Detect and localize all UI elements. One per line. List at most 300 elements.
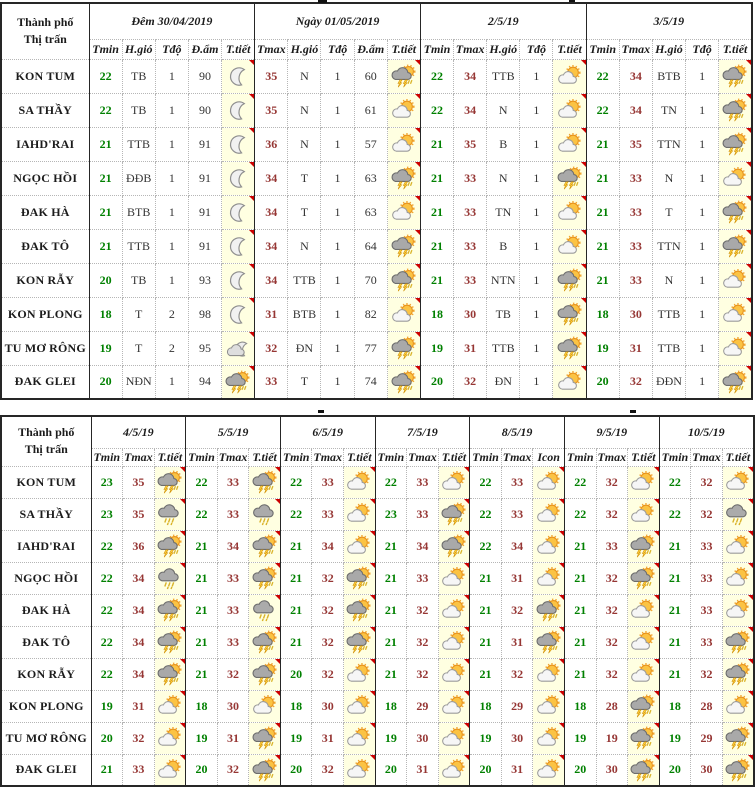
tmin-cell[interactable]: 19 (91, 690, 123, 722)
tmax-cell[interactable]: 32 (123, 722, 155, 754)
tmin-cell[interactable]: 22 (91, 562, 123, 594)
tmax-cell[interactable]: 36 (255, 127, 288, 161)
text-cell[interactable]: 70 (354, 263, 387, 297)
text-cell[interactable]: 1 (321, 59, 354, 93)
tmax-cell[interactable]: 33 (501, 466, 533, 498)
tmin-cell[interactable]: 20 (470, 754, 502, 786)
tmax-cell[interactable]: 34 (255, 263, 288, 297)
text-cell[interactable]: 1 (520, 195, 553, 229)
tmin-cell[interactable]: 21 (586, 195, 619, 229)
weather-icon-cell[interactable] (628, 690, 660, 722)
tmin-cell[interactable]: 23 (91, 466, 123, 498)
tmax-cell[interactable]: 33 (312, 466, 344, 498)
tmax-cell[interactable]: 30 (619, 297, 652, 331)
weather-icon-cell[interactable] (154, 466, 186, 498)
text-cell[interactable]: 1 (686, 161, 719, 195)
tmax-cell[interactable]: 32 (596, 498, 628, 530)
weather-icon-cell[interactable] (387, 127, 420, 161)
tmin-cell[interactable]: 21 (375, 658, 407, 690)
column-header[interactable]: T.tiết (628, 448, 660, 466)
text-cell[interactable]: TN (487, 195, 520, 229)
weather-icon-cell[interactable] (154, 626, 186, 658)
date-group-header[interactable]: 2/5/19 (420, 3, 586, 39)
text-cell[interactable]: B (487, 127, 520, 161)
column-header[interactable]: T.tiết (553, 39, 586, 59)
text-cell[interactable]: TTB (122, 127, 155, 161)
weather-icon-cell[interactable] (722, 498, 754, 530)
tmin-cell[interactable]: 21 (186, 626, 218, 658)
tmin-cell[interactable]: 21 (89, 127, 122, 161)
tmax-cell[interactable]: 35 (454, 127, 487, 161)
text-cell[interactable]: TTB (122, 229, 155, 263)
tmin-cell[interactable]: 21 (564, 658, 596, 690)
tmin-cell[interactable]: 20 (659, 754, 691, 786)
date-group-header[interactable]: 3/5/19 (586, 3, 752, 39)
text-cell[interactable]: 1 (520, 93, 553, 127)
weather-icon-cell[interactable] (719, 161, 752, 195)
weather-icon-cell[interactable] (222, 59, 255, 93)
weather-icon-cell[interactable] (222, 161, 255, 195)
row-label[interactable]: IAHD'RAI (1, 127, 89, 161)
tmin-cell[interactable]: 20 (280, 658, 312, 690)
tmax-cell[interactable]: 33 (691, 562, 723, 594)
column-header[interactable]: Tđộ (155, 39, 188, 59)
text-cell[interactable]: T (122, 297, 155, 331)
column-header[interactable]: Icon (533, 448, 565, 466)
tmax-cell[interactable]: 33 (454, 229, 487, 263)
tmax-cell[interactable]: 33 (596, 530, 628, 562)
text-cell[interactable]: 1 (686, 365, 719, 399)
row-label[interactable]: KON PLONG (1, 297, 89, 331)
text-cell[interactable]: N (652, 263, 685, 297)
tmin-cell[interactable]: 22 (89, 93, 122, 127)
tmax-cell[interactable]: 34 (123, 626, 155, 658)
tmax-cell[interactable]: 35 (123, 466, 155, 498)
text-cell[interactable]: 2 (155, 297, 188, 331)
text-cell[interactable]: 1 (520, 331, 553, 365)
tmax-cell[interactable]: 32 (312, 658, 344, 690)
text-cell[interactable]: N (288, 93, 321, 127)
tmin-cell[interactable]: 19 (564, 722, 596, 754)
tmax-cell[interactable]: 32 (501, 594, 533, 626)
row-label[interactable]: KON TUM (1, 59, 89, 93)
text-cell[interactable]: 91 (188, 229, 221, 263)
weather-icon-cell[interactable] (553, 127, 586, 161)
tmax-cell[interactable]: 34 (123, 658, 155, 690)
tmax-cell[interactable]: 33 (691, 626, 723, 658)
tmax-cell[interactable]: 32 (596, 466, 628, 498)
tmin-cell[interactable]: 18 (659, 690, 691, 722)
tmax-cell[interactable]: 30 (691, 754, 723, 786)
column-header[interactable]: Tmin (564, 448, 596, 466)
text-cell[interactable]: 1 (321, 263, 354, 297)
tmin-cell[interactable]: 20 (564, 754, 596, 786)
weather-icon-cell[interactable] (154, 722, 186, 754)
weather-icon-cell[interactable] (553, 263, 586, 297)
column-header[interactable]: Tmin (420, 39, 453, 59)
weather-icon-cell[interactable] (719, 195, 752, 229)
column-header[interactable]: T.tiết (222, 39, 255, 59)
text-cell[interactable]: 1 (321, 297, 354, 331)
tmin-cell[interactable]: 21 (470, 562, 502, 594)
text-cell[interactable]: TTN (652, 229, 685, 263)
tmax-cell[interactable]: 32 (691, 498, 723, 530)
weather-icon-cell[interactable] (553, 59, 586, 93)
tmax-cell[interactable]: 34 (217, 530, 249, 562)
weather-icon-cell[interactable] (249, 658, 281, 690)
tmin-cell[interactable]: 21 (420, 161, 453, 195)
weather-icon-cell[interactable] (553, 365, 586, 399)
weather-icon-cell[interactable] (438, 690, 470, 722)
row-label[interactable]: IAHD'RAI (1, 530, 91, 562)
weather-icon-cell[interactable] (344, 722, 376, 754)
weather-icon-cell[interactable] (249, 530, 281, 562)
tmin-cell[interactable]: 22 (564, 498, 596, 530)
weather-icon-cell[interactable] (154, 530, 186, 562)
weather-icon-cell[interactable] (719, 229, 752, 263)
weather-icon-cell[interactable] (628, 754, 660, 786)
tmax-cell[interactable]: 33 (619, 195, 652, 229)
text-cell[interactable]: B (487, 229, 520, 263)
row-label[interactable]: SA THẦY (1, 93, 89, 127)
column-header[interactable]: Tmin (470, 448, 502, 466)
tmax-cell[interactable]: 31 (501, 626, 533, 658)
text-cell[interactable]: 2 (155, 331, 188, 365)
tmax-cell[interactable]: 32 (312, 754, 344, 786)
weather-icon-cell[interactable] (628, 722, 660, 754)
row-label[interactable]: ĐAK TÔ (1, 626, 91, 658)
tmax-cell[interactable]: 32 (501, 658, 533, 690)
column-header[interactable]: Đ.ẩm (188, 39, 221, 59)
tmin-cell[interactable]: 22 (91, 658, 123, 690)
row-label[interactable]: KON RẪY (1, 658, 91, 690)
weather-icon-cell[interactable] (722, 594, 754, 626)
text-cell[interactable]: ĐĐB (122, 161, 155, 195)
text-cell[interactable]: 1 (321, 331, 354, 365)
text-cell[interactable]: 1 (686, 127, 719, 161)
weather-icon-cell[interactable] (387, 331, 420, 365)
tmin-cell[interactable]: 21 (280, 594, 312, 626)
text-cell[interactable]: 91 (188, 161, 221, 195)
tmin-cell[interactable]: 21 (659, 594, 691, 626)
text-cell[interactable]: 1 (155, 263, 188, 297)
tmin-cell[interactable]: 22 (280, 466, 312, 498)
column-header[interactable]: Tmin (186, 448, 218, 466)
column-header[interactable]: T.tiết (719, 39, 752, 59)
text-cell[interactable]: TN (652, 93, 685, 127)
text-cell[interactable]: 1 (520, 59, 553, 93)
tmax-cell[interactable]: 32 (407, 594, 439, 626)
tmin-cell[interactable]: 21 (420, 229, 453, 263)
weather-icon-cell[interactable] (553, 331, 586, 365)
row-label[interactable]: KON RẪY (1, 263, 89, 297)
tmin-cell[interactable]: 18 (89, 297, 122, 331)
weather-icon-cell[interactable] (222, 195, 255, 229)
text-cell[interactable]: 1 (321, 93, 354, 127)
tmax-cell[interactable]: 35 (619, 127, 652, 161)
text-cell[interactable]: N (288, 229, 321, 263)
tmax-cell[interactable]: 29 (501, 690, 533, 722)
weather-icon-cell[interactable] (344, 562, 376, 594)
tmin-cell[interactable]: 22 (91, 594, 123, 626)
text-cell[interactable]: BTB (288, 297, 321, 331)
tmin-cell[interactable]: 22 (659, 498, 691, 530)
weather-icon-cell[interactable] (154, 658, 186, 690)
tmax-cell[interactable]: 33 (217, 594, 249, 626)
tmax-cell[interactable]: 33 (691, 594, 723, 626)
column-header[interactable]: T.tiết (722, 448, 754, 466)
weather-icon-cell[interactable] (722, 562, 754, 594)
text-cell[interactable]: 1 (155, 127, 188, 161)
text-cell[interactable]: 1 (520, 229, 553, 263)
weather-icon-cell[interactable] (387, 297, 420, 331)
weather-icon-cell[interactable] (533, 530, 565, 562)
text-cell[interactable]: 93 (188, 263, 221, 297)
tmax-cell[interactable]: 34 (123, 562, 155, 594)
tmin-cell[interactable]: 19 (280, 722, 312, 754)
text-cell[interactable]: 1 (686, 229, 719, 263)
tmin-cell[interactable]: 22 (470, 466, 502, 498)
tmax-cell[interactable]: 33 (217, 626, 249, 658)
tmin-cell[interactable]: 18 (586, 297, 619, 331)
row-label[interactable]: TU MƠ RÔNG (1, 331, 89, 365)
weather-icon-cell[interactable] (344, 498, 376, 530)
weather-icon-cell[interactable] (553, 93, 586, 127)
tmax-cell[interactable]: 34 (619, 93, 652, 127)
column-header[interactable]: Tđộ (321, 39, 354, 59)
column-header[interactable]: Tmax (123, 448, 155, 466)
column-header[interactable]: Tmin (280, 448, 312, 466)
weather-icon-cell[interactable] (249, 594, 281, 626)
column-header[interactable]: Tmin (659, 448, 691, 466)
column-header[interactable]: Tmax (217, 448, 249, 466)
text-cell[interactable]: 1 (520, 263, 553, 297)
tmin-cell[interactable]: 21 (280, 626, 312, 658)
weather-icon-cell[interactable] (249, 754, 281, 786)
tmax-cell[interactable]: 33 (123, 754, 155, 786)
weather-icon-cell[interactable] (533, 562, 565, 594)
text-cell[interactable]: 1 (321, 195, 354, 229)
weather-icon-cell[interactable] (387, 59, 420, 93)
tmin-cell[interactable]: 21 (89, 195, 122, 229)
tmin-cell[interactable]: 21 (659, 658, 691, 690)
tmin-cell[interactable]: 21 (564, 594, 596, 626)
column-header[interactable]: Tđộ (686, 39, 719, 59)
tmin-cell[interactable]: 21 (420, 263, 453, 297)
tmax-cell[interactable]: 31 (619, 331, 652, 365)
text-cell[interactable]: 91 (188, 195, 221, 229)
tmin-cell[interactable]: 21 (186, 594, 218, 626)
tmin-cell[interactable]: 21 (375, 530, 407, 562)
tmax-cell[interactable]: 31 (454, 331, 487, 365)
text-cell[interactable]: 61 (354, 93, 387, 127)
text-cell[interactable]: 90 (188, 93, 221, 127)
tmin-cell[interactable]: 21 (186, 530, 218, 562)
tmax-cell[interactable]: 31 (501, 562, 533, 594)
tmin-cell[interactable]: 21 (375, 562, 407, 594)
text-cell[interactable]: 1 (155, 161, 188, 195)
tmax-cell[interactable]: 30 (312, 690, 344, 722)
column-header[interactable]: Tmax (596, 448, 628, 466)
tmin-cell[interactable]: 19 (470, 722, 502, 754)
row-label[interactable]: NGỌC HỒI (1, 562, 91, 594)
column-header[interactable]: Tmax (501, 448, 533, 466)
weather-icon-cell[interactable] (249, 626, 281, 658)
text-cell[interactable]: TTB (652, 297, 685, 331)
weather-icon-cell[interactable] (438, 466, 470, 498)
weather-icon-cell[interactable] (533, 722, 565, 754)
weather-icon-cell[interactable] (553, 297, 586, 331)
tmax-cell[interactable]: 34 (255, 229, 288, 263)
text-cell[interactable]: N (652, 161, 685, 195)
tmin-cell[interactable]: 21 (564, 562, 596, 594)
date-group-header[interactable]: 6/5/19 (280, 416, 375, 448)
text-cell[interactable]: 1 (686, 195, 719, 229)
tmax-cell[interactable]: 31 (407, 754, 439, 786)
text-cell[interactable]: 64 (354, 229, 387, 263)
weather-icon-cell[interactable] (387, 365, 420, 399)
weather-icon-cell[interactable] (154, 754, 186, 786)
weather-icon-cell[interactable] (438, 498, 470, 530)
row-label[interactable]: NGỌC HỒI (1, 161, 89, 195)
tmin-cell[interactable]: 19 (420, 331, 453, 365)
tmax-cell[interactable]: 32 (217, 658, 249, 690)
column-header[interactable]: T.tiết (249, 448, 281, 466)
tmax-cell[interactable]: 33 (217, 562, 249, 594)
weather-icon-cell[interactable] (154, 594, 186, 626)
weather-icon-cell[interactable] (387, 195, 420, 229)
row-label[interactable]: KON TUM (1, 466, 91, 498)
text-cell[interactable]: TB (122, 263, 155, 297)
tmin-cell[interactable]: 19 (659, 722, 691, 754)
text-cell[interactable]: ĐĐN (652, 365, 685, 399)
tmax-cell[interactable]: 32 (691, 658, 723, 690)
weather-icon-cell[interactable] (628, 530, 660, 562)
text-cell[interactable]: 1 (321, 229, 354, 263)
tmin-cell[interactable]: 20 (186, 754, 218, 786)
weather-icon-cell[interactable] (533, 466, 565, 498)
column-header[interactable]: Tmax (407, 448, 439, 466)
tmin-cell[interactable]: 22 (186, 466, 218, 498)
tmin-cell[interactable]: 21 (91, 754, 123, 786)
tmin-cell[interactable]: 21 (420, 195, 453, 229)
tmin-cell[interactable]: 21 (586, 229, 619, 263)
text-cell[interactable]: 95 (188, 331, 221, 365)
tmin-cell[interactable]: 21 (420, 127, 453, 161)
tmin-cell[interactable]: 21 (89, 229, 122, 263)
weather-icon-cell[interactable] (553, 229, 586, 263)
weather-icon-cell[interactable] (628, 498, 660, 530)
tmax-cell[interactable]: 34 (312, 530, 344, 562)
weather-icon-cell[interactable] (722, 722, 754, 754)
text-cell[interactable]: TB (122, 59, 155, 93)
weather-icon-cell[interactable] (249, 722, 281, 754)
tmin-cell[interactable]: 22 (564, 466, 596, 498)
text-cell[interactable]: 1 (686, 59, 719, 93)
tmin-cell[interactable]: 22 (420, 93, 453, 127)
weather-icon-cell[interactable] (533, 690, 565, 722)
weather-icon-cell[interactable] (722, 658, 754, 690)
tmax-cell[interactable]: 34 (123, 594, 155, 626)
row-label[interactable]: ĐAK GLEI (1, 365, 89, 399)
tmin-cell[interactable]: 20 (91, 722, 123, 754)
weather-icon-cell[interactable] (249, 690, 281, 722)
tmax-cell[interactable]: 32 (619, 365, 652, 399)
column-header[interactable]: Tmax (312, 448, 344, 466)
tmax-cell[interactable]: 32 (255, 331, 288, 365)
tmin-cell[interactable]: 23 (91, 498, 123, 530)
row-label[interactable]: TU MƠ RÔNG (1, 722, 91, 754)
tmin-cell[interactable]: 18 (280, 690, 312, 722)
tmax-cell[interactable]: 36 (123, 530, 155, 562)
column-header[interactable]: H.gió (288, 39, 321, 59)
tmax-cell[interactable]: 32 (596, 626, 628, 658)
tmax-cell[interactable]: 32 (596, 594, 628, 626)
weather-icon-cell[interactable] (438, 658, 470, 690)
text-cell[interactable]: ĐN (487, 365, 520, 399)
weather-icon-cell[interactable] (222, 297, 255, 331)
tmax-cell[interactable]: 30 (596, 754, 628, 786)
weather-icon-cell[interactable] (438, 594, 470, 626)
text-cell[interactable]: 1 (520, 297, 553, 331)
tmin-cell[interactable]: 20 (420, 365, 453, 399)
text-cell[interactable]: 1 (520, 127, 553, 161)
column-header[interactable]: T.tiết (438, 448, 470, 466)
text-cell[interactable]: TTB (652, 331, 685, 365)
weather-icon-cell[interactable] (722, 754, 754, 786)
weather-icon-cell[interactable] (719, 263, 752, 297)
tmin-cell[interactable]: 21 (470, 626, 502, 658)
tmin-cell[interactable]: 18 (564, 690, 596, 722)
tmin-cell[interactable]: 22 (470, 530, 502, 562)
text-cell[interactable]: 1 (520, 365, 553, 399)
text-cell[interactable]: NTN (487, 263, 520, 297)
text-cell[interactable]: TTN (652, 127, 685, 161)
weather-icon-cell[interactable] (249, 498, 281, 530)
tmax-cell[interactable]: 30 (407, 722, 439, 754)
column-header[interactable]: Tmax (255, 39, 288, 59)
tmin-cell[interactable]: 21 (375, 594, 407, 626)
weather-icon-cell[interactable] (154, 690, 186, 722)
weather-icon-cell[interactable] (719, 93, 752, 127)
tmin-cell[interactable]: 20 (280, 754, 312, 786)
tmin-cell[interactable]: 21 (659, 530, 691, 562)
tmax-cell[interactable]: 31 (501, 754, 533, 786)
tmin-cell[interactable]: 22 (280, 498, 312, 530)
weather-icon-cell[interactable] (438, 626, 470, 658)
tmin-cell[interactable]: 19 (89, 331, 122, 365)
tmax-cell[interactable]: 35 (255, 59, 288, 93)
column-header[interactable]: Tmax (454, 39, 487, 59)
weather-icon-cell[interactable] (249, 562, 281, 594)
weather-icon-cell[interactable] (719, 297, 752, 331)
column-header[interactable]: Tmin (586, 39, 619, 59)
tmax-cell[interactable]: 32 (312, 562, 344, 594)
tmax-cell[interactable]: 33 (407, 466, 439, 498)
tmin-cell[interactable]: 22 (89, 59, 122, 93)
date-group-header[interactable]: 4/5/19 (91, 416, 186, 448)
weather-icon-cell[interactable] (387, 263, 420, 297)
text-cell[interactable]: 1 (686, 263, 719, 297)
tmax-cell[interactable]: 32 (407, 658, 439, 690)
tmax-cell[interactable]: 33 (407, 498, 439, 530)
text-cell[interactable]: 1 (155, 365, 188, 399)
tmin-cell[interactable]: 21 (564, 530, 596, 562)
weather-icon-cell[interactable] (387, 161, 420, 195)
tmin-cell[interactable]: 21 (586, 161, 619, 195)
tmax-cell[interactable]: 33 (501, 498, 533, 530)
text-cell[interactable]: 63 (354, 195, 387, 229)
